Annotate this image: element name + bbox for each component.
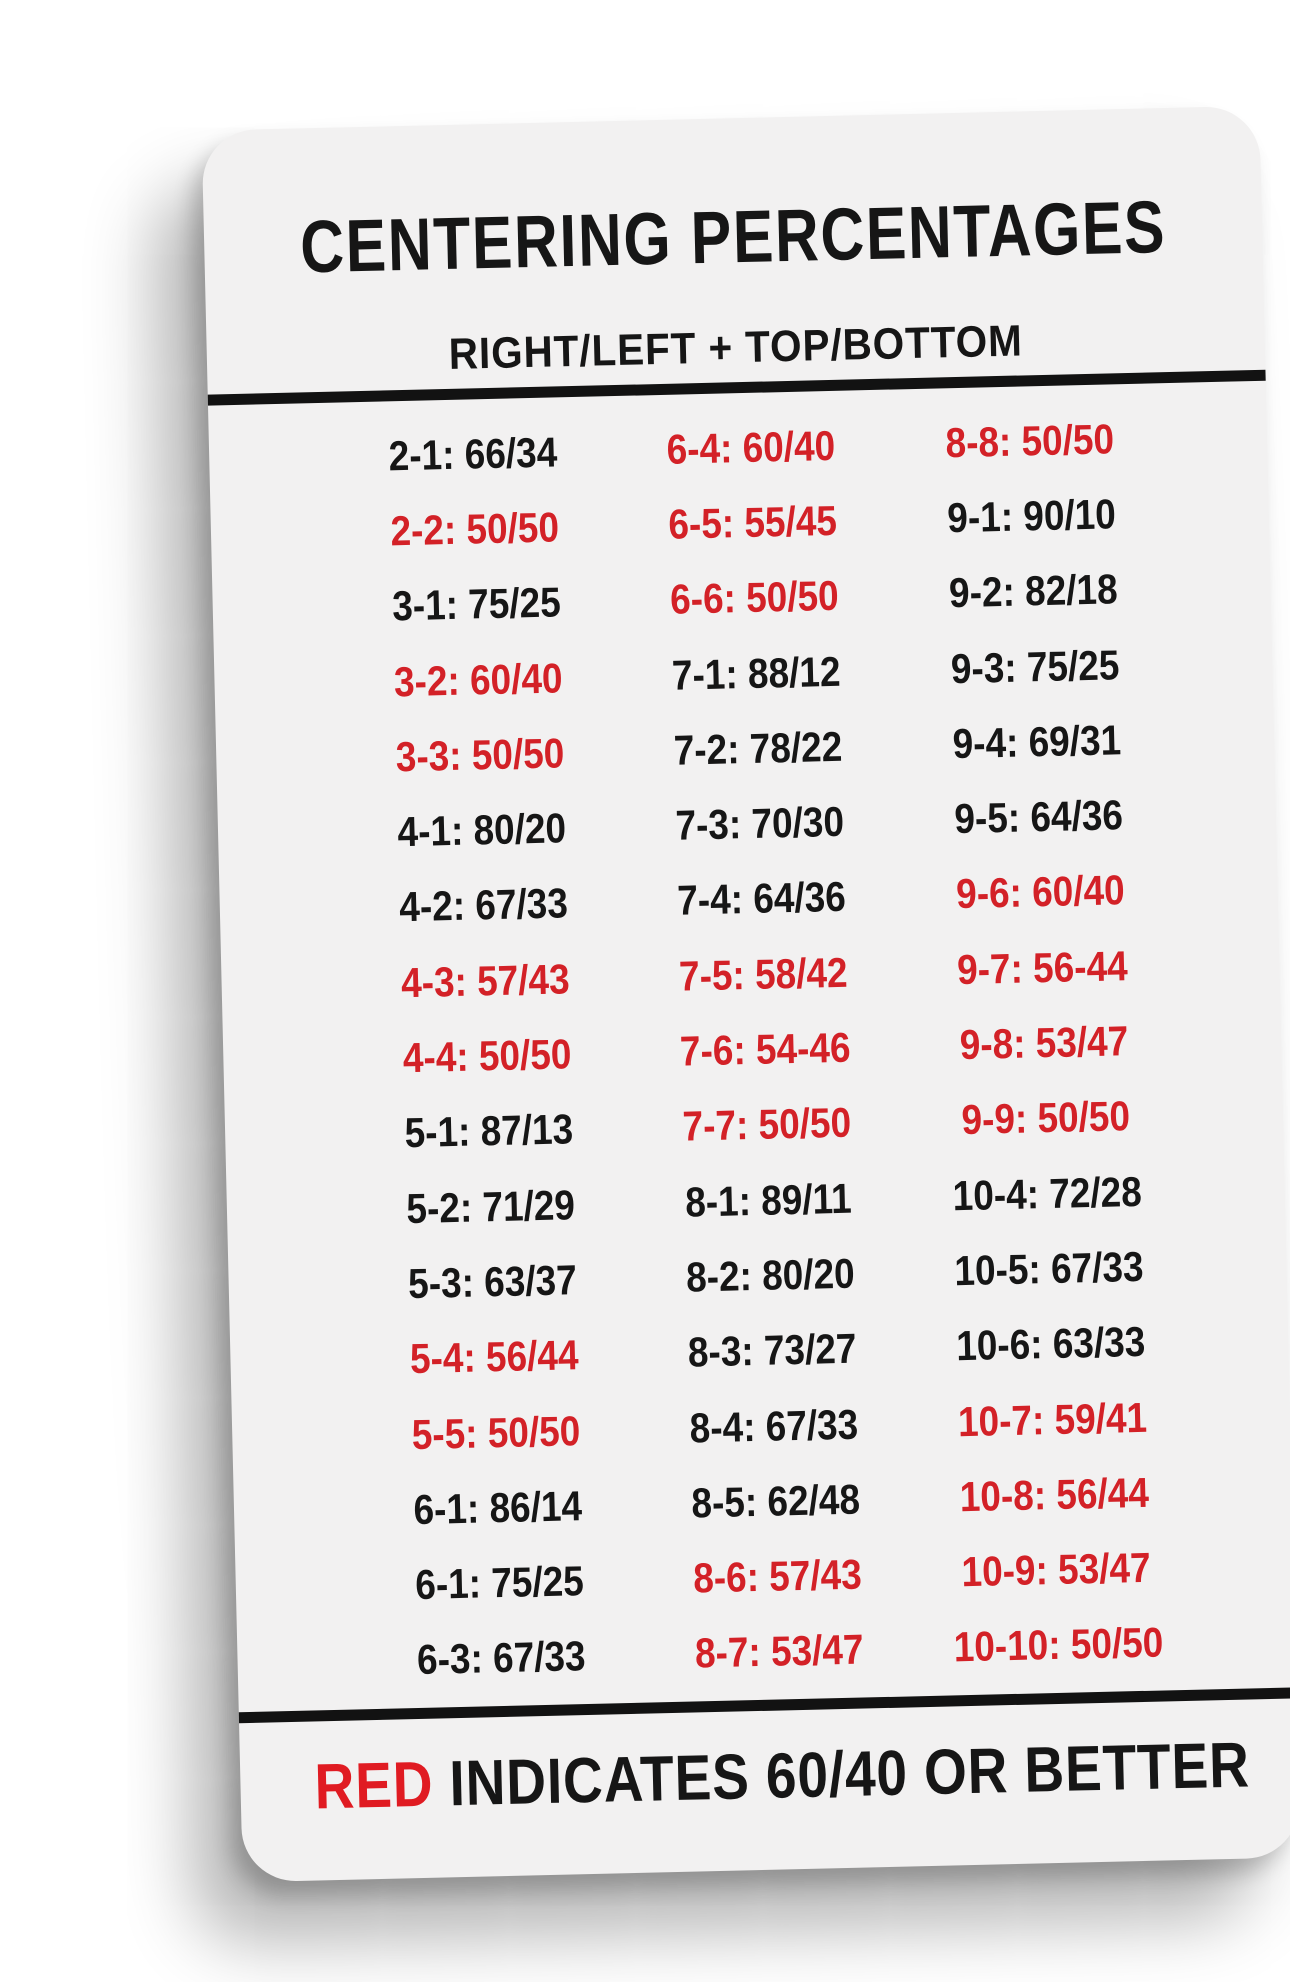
table-cell: 6-1: 86/14: [412, 1481, 583, 1533]
table-cell: 7-1: 88/12: [671, 647, 842, 699]
table-cell: 4-4: 50/50: [401, 1030, 572, 1082]
table-cell: 9-6: 60/40: [955, 866, 1126, 918]
table-cell: 10-8: 56/44: [959, 1468, 1150, 1521]
table-cell: 3-3: 50/50: [394, 729, 565, 781]
table-cell: 5-5: 50/50: [410, 1406, 581, 1458]
table-cell: 7-4: 64/36: [676, 873, 847, 925]
percentages-table: [332, 400, 1198, 1699]
table-cell: 6-4: 60/40: [666, 421, 836, 473]
table-cell: 8-3: 73/27: [687, 1324, 858, 1376]
table-cell: 5-3: 63/37: [407, 1256, 577, 1308]
table-cell: 8-6: 57/43: [692, 1550, 863, 1602]
table-cell: 10-9: 53/47: [961, 1543, 1152, 1596]
table-cell: 10-7: 59/41: [957, 1393, 1148, 1445]
table-cell: 6-6: 50/50: [669, 572, 840, 624]
card-subtitle: RIGHT/LEFT + TOP/BOTTOM: [448, 316, 1024, 379]
footer-red-word: RED: [313, 1747, 435, 1823]
table-cell: 6-5: 55/45: [668, 496, 838, 548]
table-cell: 8-5: 62/48: [691, 1475, 861, 1527]
card-title: CENTERING PERCENTAGES: [299, 185, 1168, 289]
table-cell: 9-1: 90/10: [946, 490, 1117, 542]
table-cell: 9-2: 82/18: [948, 565, 1119, 617]
table-cell: 9-7: 56-44: [956, 941, 1128, 993]
table-cell: 7-3: 70/30: [675, 797, 845, 849]
table-cell: 5-4: 56/44: [409, 1331, 579, 1383]
table-cell: 10-10: 50/50: [952, 1618, 1164, 1671]
table-cell: 8-2: 80/20: [685, 1249, 856, 1301]
table-cell: 8-4: 67/33: [689, 1400, 859, 1452]
table-cell: 10-6: 63/33: [955, 1318, 1147, 1370]
table-cell: 7-5: 58/42: [678, 948, 849, 1000]
reference-card: [202, 106, 1290, 1882]
table-cell: 4-3: 57/43: [400, 955, 570, 1006]
table-cell: 8-7: 53/47: [694, 1625, 865, 1677]
table-cell: 5-1: 87/13: [403, 1105, 574, 1157]
table-cell: 7-6: 54-46: [679, 1023, 852, 1075]
table-cell: 3-1: 75/25: [391, 578, 561, 630]
table-cell: 10-4: 72/28: [952, 1167, 1143, 1219]
table-cell: 6-3: 67/33: [416, 1632, 586, 1684]
table-cell: 10-5: 67/33: [954, 1242, 1145, 1295]
table-cell: 4-1: 80/20: [396, 804, 567, 856]
table-cell: 3-2: 60/40: [393, 653, 563, 705]
table-cell: 9-9: 50/50: [960, 1092, 1131, 1144]
footer-text: INDICATES 60/40 OR BETTER: [432, 1728, 1251, 1820]
table-cell: 9-3: 75/25: [950, 640, 1120, 692]
table-cell: 4-2: 67/33: [398, 879, 568, 931]
table-cell: 2-2: 50/50: [389, 503, 560, 555]
table-cell: 8-8: 50/50: [944, 414, 1115, 466]
table-cell: 5-2: 71/29: [405, 1180, 576, 1232]
table-cell: 6-1: 75/25: [414, 1557, 584, 1609]
footer-note: [313, 1728, 1251, 1824]
table-cell: 9-4: 69/31: [952, 716, 1122, 768]
table-cell: 7-7: 50/50: [682, 1098, 852, 1150]
table-cell: 2-1: 66/34: [387, 428, 558, 480]
table-cell: 9-8: 53/47: [959, 1017, 1129, 1069]
table-cell: 7-2: 78/22: [673, 722, 843, 774]
table-cell: 9-5: 64/36: [953, 791, 1124, 843]
table-cell: 8-1: 89/11: [685, 1174, 853, 1226]
